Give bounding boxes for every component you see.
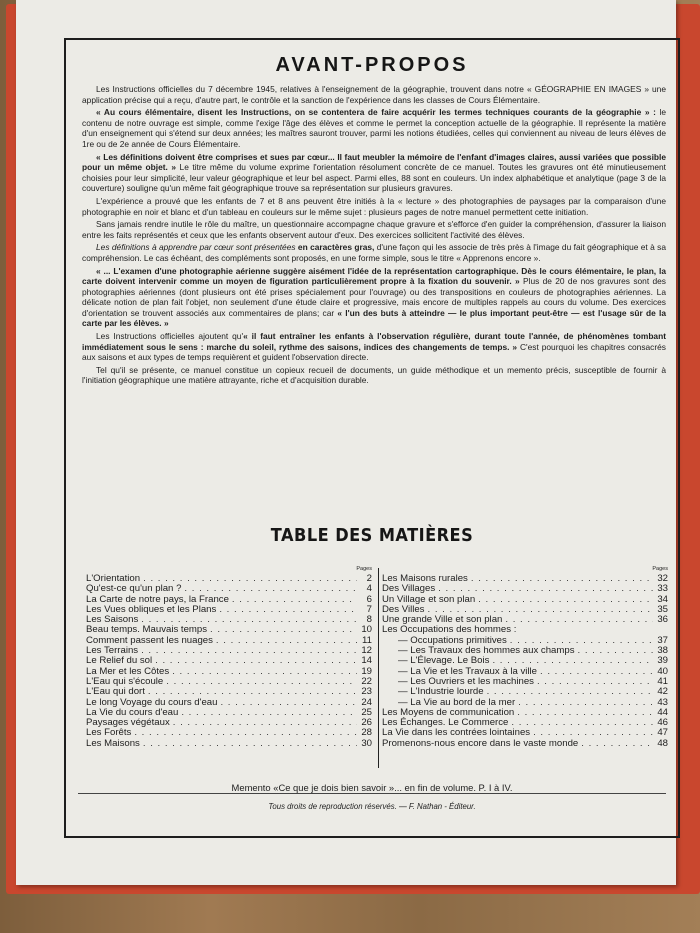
toc-entry-page: 37 xyxy=(657,634,668,646)
foreword-paragraph: Sans jamais rendre inutile le rôle du maître, un questionnaire accompagne chaque gravure et s'efforce d'en guider la compréhension, d'assurer la liaison entre les faits représentés et ceux que les enfants observent autour d'eux. Des exercices sollicitent l'activité des élèves. xyxy=(82,219,666,240)
toc-title: TABLE DES MATIÈRES xyxy=(270,525,474,546)
toc-entry-label: Les Vues obliques et les Plans xyxy=(86,603,217,615)
toc-entry-page: 23 xyxy=(361,686,372,698)
toc-right-column xyxy=(382,564,668,749)
foreword-paragraph: « Au cours élémentaire, disent les Instructions, on se contentera de faire acquérir les termes techniques courants de la géographie » : le contenu de notre ouvrage est simple, comme l'exige l'âge des élèves et comme le permet la conception actuelle de la géographie. Il représente la matière d'un enseignement qui s'étend sur deux années; les maîtres sauront trouver, parmi les notions étudiées, celles qui conviennent au niveau de leurs élèves de 1re ou de 2e année de Cours Élémentaire. xyxy=(82,107,666,149)
toc-entry-label: Les Maisons rurales xyxy=(382,573,468,584)
toc-entry-page: 43 xyxy=(657,696,668,708)
foreword-paragraph: Les Instructions officielles du 7 décembre 1945, relatives à l'enseignement de la géographie, trouvent dans notre « GÉOGRAPHIE EN IMAGES » une application précise qui a reçu, d'autre part, le contrôle et la sanction de l'expérience dans les classes de Cours Élémentaire. xyxy=(82,84,666,105)
toc-leader-dots xyxy=(517,708,653,718)
toc-entry-page: 6 xyxy=(366,593,372,605)
toc-entry-label: Comment passent les nuages xyxy=(86,634,213,646)
toc-entry xyxy=(86,739,372,749)
page-frame xyxy=(64,38,680,838)
toc-entry-label: Des Villes xyxy=(382,603,425,615)
toc-entry-label: L'Eau qui dort xyxy=(86,686,145,698)
toc-entry-page: 14 xyxy=(361,655,372,667)
toc-left-list xyxy=(86,574,372,749)
foreword-paragraph: « Les définitions doivent être comprises et sues par cœur... Il faut meubler la mémoire de l'enfant d'images claires, aussi variées que possible pour un même objet. » Le titre même du volume exprime l'orientation résolument concrète de ce manuel. Toutes les gravures ont été minutieusement choisies pour leur simplicité, leur valeur géographique et leur bel aspect. Parmi elles, 88 sont en couleurs. Un index alphabétique et analytique (page 3 de la couverture) souligne qu'un même fait géographique trouve sa représentation sur plusieurs gravures. xyxy=(82,151,666,194)
foreword-paragraph: L'expérience a prouvé que les enfants de 7 et 8 ans peuvent être initiés à la « lecture » des photographies de paysages par la comparaison d'une photographie en noir et blanc et d'un tableau en couleurs sur le même sujet : plusieurs pages de notre manuel permettent cette initiation. xyxy=(82,195,666,217)
toc-leader-dots xyxy=(219,605,357,615)
foreword-paragraph: Les définitions à apprendre par cœur sont présentées en caractères gras, d'une façon qui les associe de très près à l'image du fait géographique et à sa compréhension. Le cas échéant, des compléments sont proposés, en une forme simple, sous le titre « Apprenons encore ». xyxy=(82,242,666,263)
toc-entry-label: — La Vie et les Travaux à la ville xyxy=(398,665,538,677)
toc-entry-page: 41 xyxy=(657,675,668,687)
toc-entry-page: 12 xyxy=(361,645,372,657)
toc-entry-label: Qu'est-ce qu'un plan ? xyxy=(86,583,182,595)
toc-entry-page: 8 xyxy=(366,614,372,626)
toc-entry xyxy=(382,739,668,749)
toc-entry-label: Les Saisons xyxy=(86,614,139,626)
toc-leader-dots xyxy=(166,677,357,687)
toc-entry xyxy=(382,595,668,605)
toc-entry-label: Un Village et son plan xyxy=(382,593,476,605)
foreword-paragraph: « ... L'examen d'une photographie aérienne suggère aisément l'idée de la représentation cartographique. Dès le cours élémentaire, le plan, la carte doivent intervenir comme un moyen de figuration particulièrement propre à la fixation du souvenir. » Plus de 20 de nos gravures sont des photographies aériennes (dont plusieurs ont été prises spécialement pour l'ouvrage) ou des transpositions en couleurs de photographies aériennes. La délicate notion de plan fait l'objet, non seulement d'une étude claire et progressive, mais encore de multiples rappels au cours du volume. Des exercices d'orientation se trouvent associés aux commentaires de plans; car « l'un des buts à atteindre — le plus important peut-être — est l'usage sûr de la carte par les élèves. » xyxy=(82,265,666,329)
toc-entry-label: Une grande Ville et son plan xyxy=(382,614,503,626)
toc-leader-dots xyxy=(505,615,653,625)
toc-entry-page: 34 xyxy=(657,593,668,605)
toc-entry-page: 2 xyxy=(366,573,372,584)
toc-leader-dots xyxy=(134,728,357,738)
toc-entry-label: La Vie du cours d'eau xyxy=(86,706,179,718)
toc-entry-page: 46 xyxy=(657,717,668,729)
toc-entry-page: 47 xyxy=(657,727,668,739)
foreword-paragraph: Les Instructions officielles ajoutent qu'« il faut entraîner les enfants à l'observation régulière, durant toute l'année, de phénomènes tombant immédiatement sous le sens : marche du soleil, rythme des saisons, indices des changements de temps. » C'est pourquoi les chapitres consacrés aux saisons et aux types de temps requièrent et guident l'observation directe. xyxy=(82,331,666,363)
toc-entry-label: Le Relief du sol xyxy=(86,655,153,667)
toc-entry-label: Les Occupations des hommes : xyxy=(382,624,517,636)
book-page xyxy=(16,0,676,885)
toc-entry-label: Promenons-nous encore dans le vaste monde xyxy=(382,737,579,749)
toc-leader-dots xyxy=(471,574,653,584)
toc-leader-dots xyxy=(181,708,357,718)
toc-leader-dots xyxy=(578,646,654,656)
toc-entry-page: 40 xyxy=(657,665,668,677)
toc-entry-page: 24 xyxy=(361,696,372,708)
toc-leader-dots xyxy=(511,718,653,728)
toc-entry-page: 26 xyxy=(361,717,372,729)
toc-right-list xyxy=(382,574,668,749)
toc-entry-page: 39 xyxy=(657,655,668,667)
memento-note: Memento «Ce que je dois bien savoir »... en fin de volume. P. I à IV. xyxy=(231,782,513,793)
toc-entry-page: 33 xyxy=(657,583,668,595)
toc-entry-page: 28 xyxy=(361,727,372,739)
toc-leader-dots xyxy=(540,667,653,677)
toc-entry-page: 30 xyxy=(361,737,372,749)
toc-entry-label: Beau temps. Mauvais temps xyxy=(86,624,208,636)
toc-leader-dots xyxy=(220,698,357,708)
toc-left-column xyxy=(86,564,372,749)
toc-entry-page: 36 xyxy=(657,614,668,626)
pages-header: Pages xyxy=(652,566,668,572)
toc-entry-label: Les Moyens de communication xyxy=(382,706,515,718)
toc-entry-page: 42 xyxy=(657,686,668,698)
toc-leader-dots xyxy=(518,698,653,708)
toc-entry-label: L'Orientation xyxy=(86,573,141,584)
toc-entry-page: 10 xyxy=(361,624,372,636)
toc-leader-dots xyxy=(232,595,357,605)
toc-leader-dots xyxy=(172,667,357,677)
toc-entry-label: La Mer et les Côtes xyxy=(86,665,170,677)
toc-entry-label: — L'Élevage. Le Bois xyxy=(398,655,490,667)
toc-entry-label: La Carte de notre pays, la France xyxy=(86,593,229,605)
toc-leader-dots xyxy=(478,595,653,605)
toc-entry-page: 35 xyxy=(657,603,668,615)
toc-entry-label: — Les Travaux des hommes aux champs xyxy=(398,645,575,657)
toc-entry-page: 7 xyxy=(366,603,372,615)
toc-entry-label: — L'Industrie lourde xyxy=(398,686,484,698)
toc-entry-label: La Vie dans les contrées lointaines xyxy=(382,727,531,739)
toc-entry-label: Des Villages xyxy=(382,583,436,595)
toc-entry-page: 44 xyxy=(657,706,668,718)
toc-entry-label: L'Eau qui s'écoule xyxy=(86,675,164,687)
toc-entry-page: 4 xyxy=(366,583,372,595)
toc-leader-dots xyxy=(155,656,357,666)
copyright-footer: Tous droits de reproduction réservés. — F. Nathan - Éditeur. xyxy=(268,802,476,811)
toc-entry-label: Les Maisons xyxy=(86,737,140,749)
toc-entry-page: 32 xyxy=(657,573,668,584)
toc-entry-page: 19 xyxy=(361,665,372,677)
toc-leader-dots xyxy=(143,739,357,749)
toc-entry-page: 48 xyxy=(657,737,668,749)
pages-header: Pages xyxy=(356,566,372,572)
toc-entry-label: — Les Ouvriers et les machines xyxy=(398,675,534,687)
toc-entry-page: 38 xyxy=(657,645,668,657)
toc-leader-dots xyxy=(141,646,357,656)
toc-entry-label: — La Vie au bord de la mer xyxy=(398,696,516,708)
toc-leader-dots xyxy=(216,636,357,646)
toc-entry-label: Les Échanges. Le Commerce xyxy=(382,717,509,729)
toc-leader-dots xyxy=(210,625,357,635)
toc-entry-label: — Occupations primitives xyxy=(398,634,507,646)
toc-entry-page: 11 xyxy=(362,634,372,646)
footer-rule xyxy=(78,793,666,794)
toc-leader-dots xyxy=(173,718,357,728)
toc-leader-dots xyxy=(581,739,653,749)
foreword-text xyxy=(82,84,666,388)
toc-entry-page: 25 xyxy=(361,706,372,718)
toc-entry-label: Le long Voyage du cours d'eau xyxy=(86,696,218,708)
foreword-paragraph: Tel qu'il se présente, ce manuel constitue un copieux recueil de documents, un guide méthodique et un memento précis, susceptible de fournir à l'initiation géographique une matière attrayante, riche et d'acquisition durable. xyxy=(82,364,666,386)
foreword-title: AVANT-PROPOS xyxy=(275,54,469,76)
toc-entry-label: Les Terrains xyxy=(86,645,139,657)
column-divider xyxy=(378,568,379,768)
toc-entry-page: 22 xyxy=(361,675,372,687)
toc-leader-dots xyxy=(537,677,653,687)
toc-entry-label: Paysages végétaux xyxy=(86,717,170,729)
toc-entry-label: Les Forêts xyxy=(86,727,132,739)
